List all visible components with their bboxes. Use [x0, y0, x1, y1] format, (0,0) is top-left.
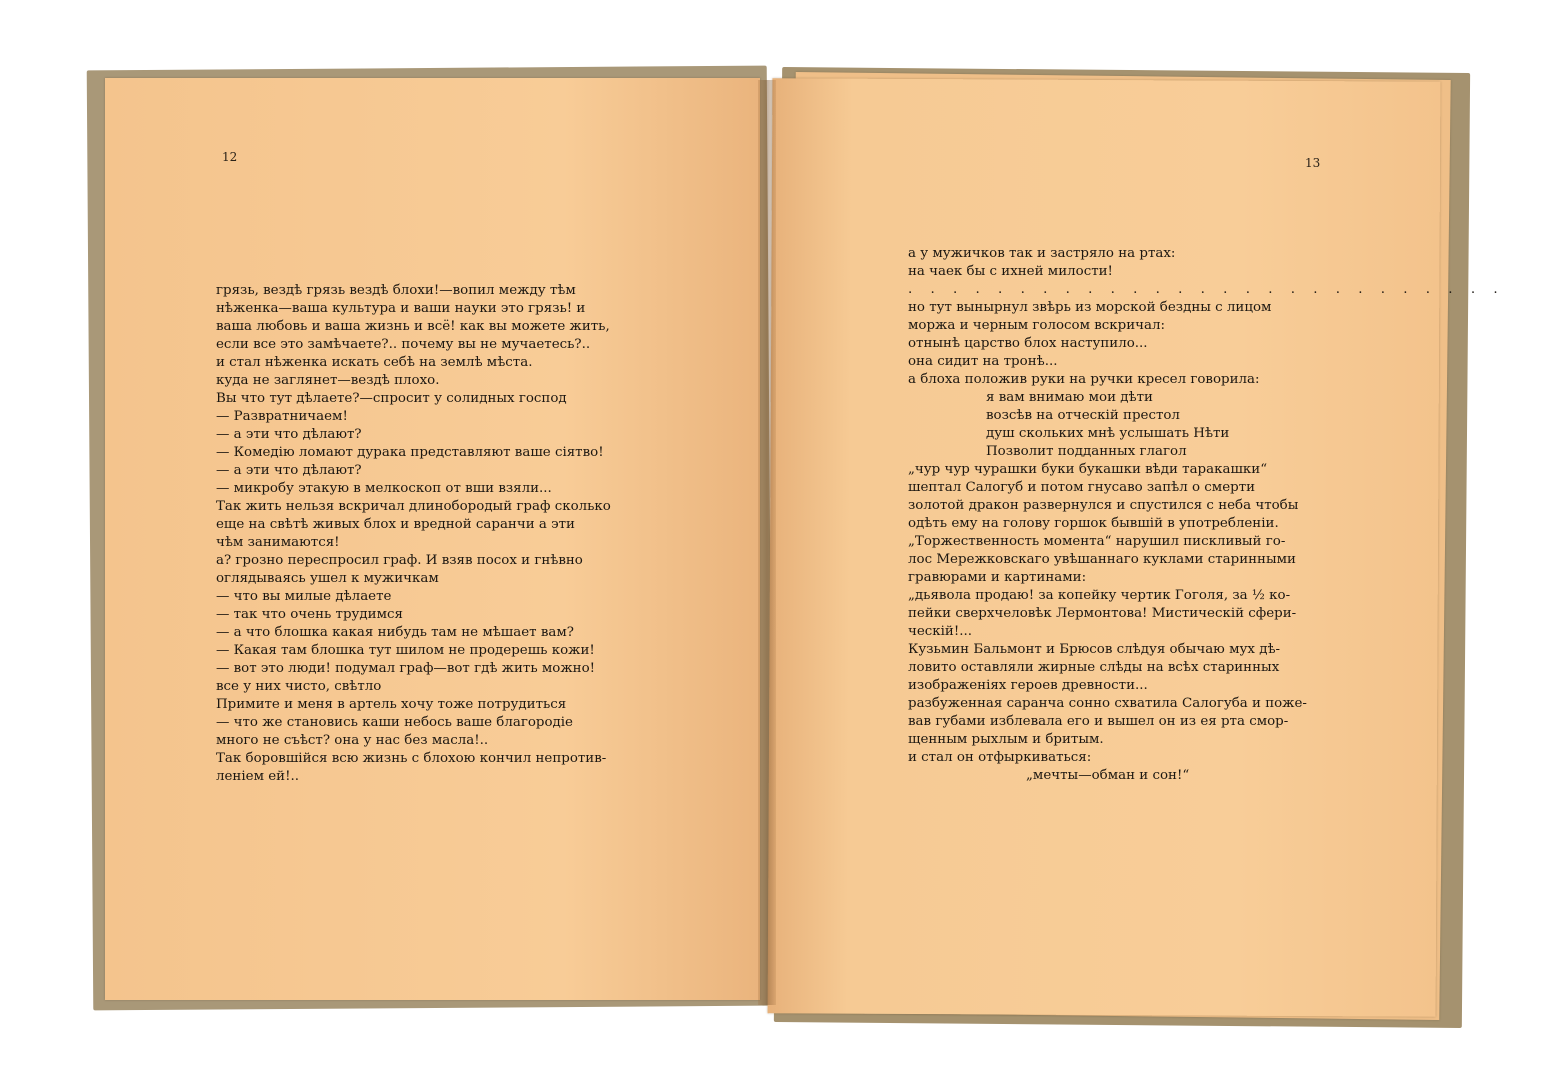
text-line: — а эти что дѣлают? [216, 427, 362, 442]
text-line: „Торжественность момента“ нарушил пискливый го- [908, 534, 1286, 549]
text-line: золотой дракон развернулся и спустился с неба чтобы [908, 498, 1299, 513]
text-line: ваша любовь и ваша жизнь и всё! как вы можете жить, [216, 319, 610, 334]
text-line: ческій!... [908, 624, 973, 639]
text-line: щенным рыхлым и бритым. [908, 732, 1104, 747]
text-line: Примите и меня в артель хочу тоже потрудиться [216, 697, 567, 712]
text-line: куда не заглянет—вездѣ плохо. [216, 373, 440, 388]
text-line: она сидит на тронѣ... [908, 354, 1058, 369]
text-line: а? грозно переспросил граф. И взяв посох и гнѣвно [216, 553, 583, 568]
text-line: оглядываясь ушел к мужичкам [216, 571, 439, 586]
text-line: „дьявола продаю! за копейку чертик Гоголя, за ½ ко- [908, 588, 1291, 603]
text-line: еще на свѣтѣ живых блох и вредной саранчи а эти [216, 517, 575, 532]
text-line: — что же становись каши небось ваше благородіе [216, 715, 573, 730]
text-line: леніем ей!.. [216, 769, 299, 784]
right-page-number: 13 [1305, 156, 1321, 170]
text-line: — микробу этакую в мелкоскоп от вши взяли... [216, 481, 552, 496]
text-line: — что вы милые дѣлаете [216, 589, 392, 604]
text-line: „чур чур чурашки буки букашки вѣди таракашки“ [908, 462, 1268, 477]
text-line: отнынѣ царство блох наступило... [908, 336, 1148, 351]
text-line: моржа и черным голосом вскричал: [908, 318, 1166, 333]
dotted-separator: . . . . . . . . . . . . . . . . . . . . . . . . . . . [908, 282, 1505, 297]
text-line: но тут вынырнул звѣрь из морской бездны с лицом [908, 300, 1272, 315]
text-line: Так боровшійся всю жизнь с блохою кончил непротив- [216, 751, 607, 766]
text-line: вав губами изблевала его и вышел он из ея рта смор- [908, 714, 1289, 729]
text-line: нѣженка—ваша культура и ваши науки это грязь! и [216, 301, 586, 316]
text-line: пейки сверхчеловѣк Лермонтова! Мистическій сфери- [908, 606, 1297, 621]
text-line: одѣть ему на голову горшок бывшій в употребленіи. [908, 516, 1279, 531]
left-page-number: 12 [222, 150, 238, 164]
text-line: если все это замѣчаете?.. почему вы не мучаетесь?.. [216, 337, 591, 352]
text-line: Вы что тут дѣлаете?—спросит у солидных господ [216, 391, 567, 406]
text-line: — Какая там блошка тут шилом не продерешь кожи! [216, 643, 595, 658]
text-line: изображеніях героев древности... [908, 678, 1148, 693]
right-page-text [908, 245, 1505, 785]
text-line: и стал нѣженка искать себѣ на землѣ мѣста. [216, 355, 533, 370]
text-line: Так жить нельзя вскричал длинобородый граф сколько [216, 499, 611, 514]
verse-line: я вам внимаю мои дѣти [986, 390, 1153, 405]
text-line: — вот это люди! подумал граф—вот гдѣ жить можно! [216, 661, 596, 676]
text-line: Кузьмин Бальмонт и Брюсов слѣдуя обычаю мух дѣ- [908, 642, 1281, 657]
text-line: — Комедію ломают дурака представляют ваше сіятво! [216, 445, 604, 460]
text-line: и стал он отфыркиваться: [908, 750, 1092, 765]
text-line: грязь, вездѣ грязь вездѣ блохи!—вопил между тѣм [216, 283, 576, 298]
text-line: ловито оставляли жирные слѣды на всѣх старинных [908, 660, 1280, 675]
text-line: — а эти что дѣлают? [216, 463, 362, 478]
text-line: — а что блошка какая нибудь там не мѣшает вам? [216, 625, 574, 640]
text-line: разбуженная саранча сонно схватила Салогуба и поже- [908, 696, 1307, 711]
text-line: а у мужичков так и застряло на ртах: [908, 246, 1176, 261]
left-page-text [216, 282, 611, 786]
text-line: шептал Салогуб и потом гнусаво запѣл о смерти [908, 480, 1256, 495]
text-line: лос Мережковскаго увѣшаннаго куклами старинными [908, 552, 1296, 567]
text-line: много не съѣст? она у нас без масла!.. [216, 733, 489, 748]
verse-line: душ скольких мнѣ услышать Нѣти [986, 426, 1230, 441]
text-line: — Развратничаем! [216, 409, 348, 424]
text-line: „мечты—обман и сон!“ [1026, 768, 1190, 783]
text-line: гравюрами и картинами: [908, 570, 1087, 585]
text-line: — так что очень трудимся [216, 607, 403, 622]
verse-line: возсѣв на отческій престол [986, 408, 1180, 423]
verse-line: Позволит подданных глагол [986, 444, 1187, 459]
book-gutter [758, 80, 776, 1005]
text-line: все у них чисто, свѣтло [216, 679, 382, 694]
text-line: а блоха положив руки на ручки кресел говорила: [908, 372, 1260, 387]
text-line: чѣм занимаются! [216, 535, 340, 550]
text-line: на чаек бы с ихней милости! [908, 264, 1113, 279]
